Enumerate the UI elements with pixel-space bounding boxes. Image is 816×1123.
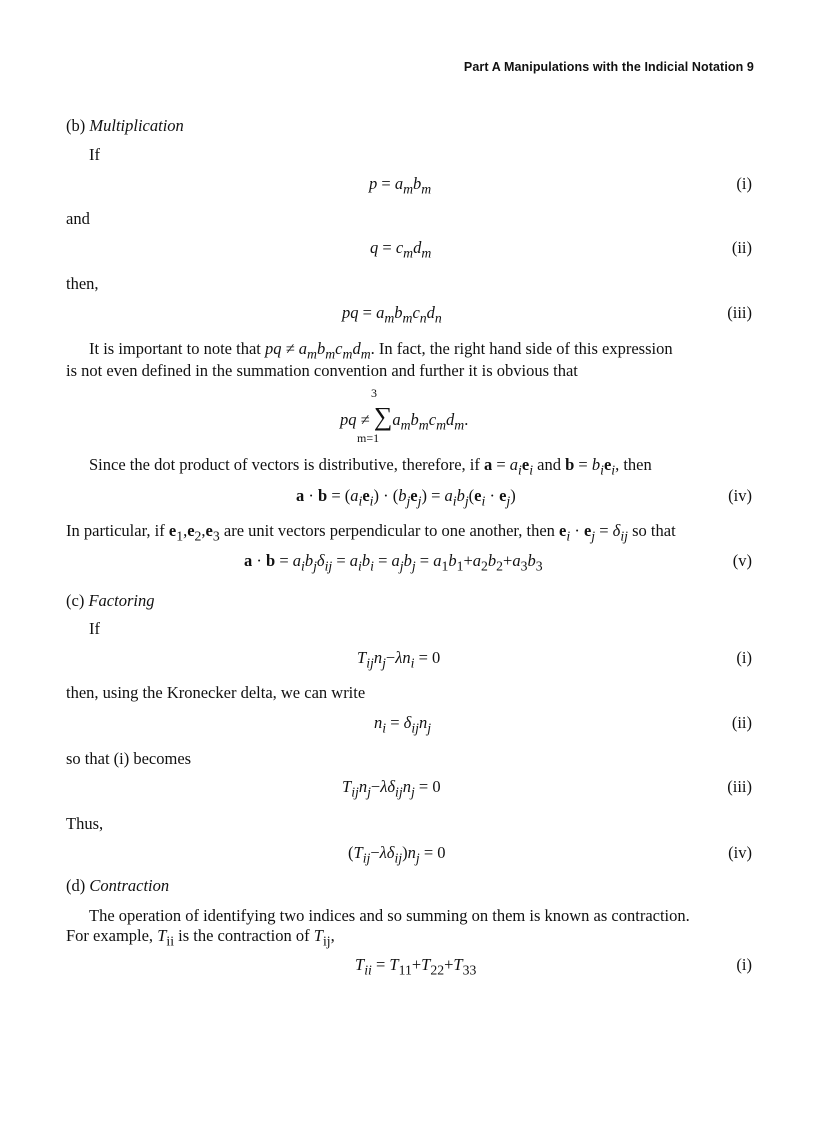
- paragraph-note-line2: is not even defined in the summation convention and further it is obvious that: [66, 361, 578, 380]
- eq-number: (ii): [731, 238, 752, 257]
- word-if: If: [89, 619, 100, 638]
- text-run: For example,: [66, 926, 154, 945]
- sigma-symbol: ∑: [373, 402, 393, 431]
- text-run: and: [537, 455, 561, 474]
- section-b-label: (b): [66, 116, 86, 135]
- eq-number: (iii): [727, 777, 752, 796]
- word-then: then,: [66, 274, 99, 293]
- word-and: and: [66, 209, 90, 228]
- equation-sum: pq ≠ $\sum a_mb_mc_md_m$.: [340, 402, 469, 433]
- section-c-title: Factoring: [88, 591, 155, 610]
- equation-c-ii: $n_i = \delta_{ij}n_j$: [374, 713, 432, 736]
- eq-number: (iii): [727, 303, 752, 322]
- page-header: Part A Manipulations with the Indicial Notation 9: [463, 60, 754, 74]
- sum-lower-limit: m=1: [357, 431, 380, 445]
- eq-number: (iv): [728, 843, 752, 862]
- equation-b-v: $a \cdot b = a_ib_j\delta_{ij} = a_ib_i = a_jb_j = a_1b_1+a_2b_2+a_3b_3$: [244, 551, 543, 574]
- word-if: If: [89, 145, 100, 164]
- text-run: . In fact, the right hand side of this expression: [370, 339, 673, 358]
- text-run: , then: [615, 455, 652, 474]
- eq-number: (v): [732, 551, 752, 570]
- paragraph-note-line1: It is important to note that pq ≠ $a_mb_mc_md_m$. In fact, the right hand side of this expression: [89, 339, 673, 362]
- equation-b-ii: $q = c_md_m$: [370, 238, 432, 261]
- eq-number: (i): [736, 174, 752, 193]
- paragraph-kronecker: then, using the Kronecker delta, we can write: [66, 683, 366, 702]
- section-d-label: (d): [66, 876, 86, 895]
- section-d-title: Contraction: [89, 876, 170, 895]
- equation-b-iii: pq = $a_mb_mc_nd_n$: [342, 303, 442, 326]
- sum-upper-limit: 3: [371, 386, 377, 400]
- section-b-heading: [66, 116, 184, 136]
- paragraph-so-that: so that (i) becomes: [66, 749, 192, 768]
- text-run: Since the dot product of vectors is distributive, therefore, if: [89, 455, 480, 474]
- section-b-title: Multiplication: [89, 116, 184, 135]
- paragraph-particular: In particular, if $e_1,e_2,e_3$ are unit vectors perpendicular to one another, then $e_i \cdot e_j = \delta_{ij}$ so that: [66, 521, 676, 544]
- eq-number: (i): [736, 955, 752, 974]
- paragraph-contraction-line1: The operation of identifying two indices and so summing on them is known as contraction.: [89, 906, 690, 925]
- text-run: In particular, if: [66, 521, 165, 540]
- section-d-heading: [66, 876, 169, 896]
- equation-c-iii: $T_{ij}n_j-\lambda\delta_{ij}n_j = 0$: [342, 777, 441, 800]
- equation-c-i: $T_{ij}n_j-\lambda n_i = 0$: [357, 648, 441, 671]
- eq-number: (ii): [731, 713, 752, 732]
- word-thus: Thus,: [66, 814, 104, 833]
- text-run: are unit vectors perpendicular to one another, then: [223, 521, 555, 540]
- equation-c-iv: $(T_{ij}-\lambda\delta_{ij})n_j = 0$: [348, 843, 446, 866]
- section-c-heading: [66, 591, 154, 611]
- text-run: is the contraction of: [178, 926, 310, 945]
- equation-b-i: $p = a_mb_m$: [369, 174, 432, 197]
- section-c-label: (c): [66, 591, 85, 610]
- text-run: so that: [632, 521, 676, 540]
- equation-d-i: $T_{ii} = T_{11}+T_{22}+T_{33}$: [355, 955, 477, 978]
- text-run: It is important to note that: [89, 339, 261, 358]
- paragraph-dot-product: Since the dot product of vectors is distributive, therefore, if $a = a_ie_i$ and $b = b_ie_i$, then: [89, 455, 652, 478]
- eq-number: (iv): [728, 486, 752, 505]
- paragraph-contraction-line2: For example, $T_{ii}$ is the contraction of $T_{ij}$,: [66, 926, 335, 949]
- equation-b-iv: $a \cdot b = (a_ie_i) \cdot (b_je_j) = a_ib_j(e_i \cdot e_j)$: [296, 486, 516, 509]
- eq-number: (i): [736, 648, 752, 667]
